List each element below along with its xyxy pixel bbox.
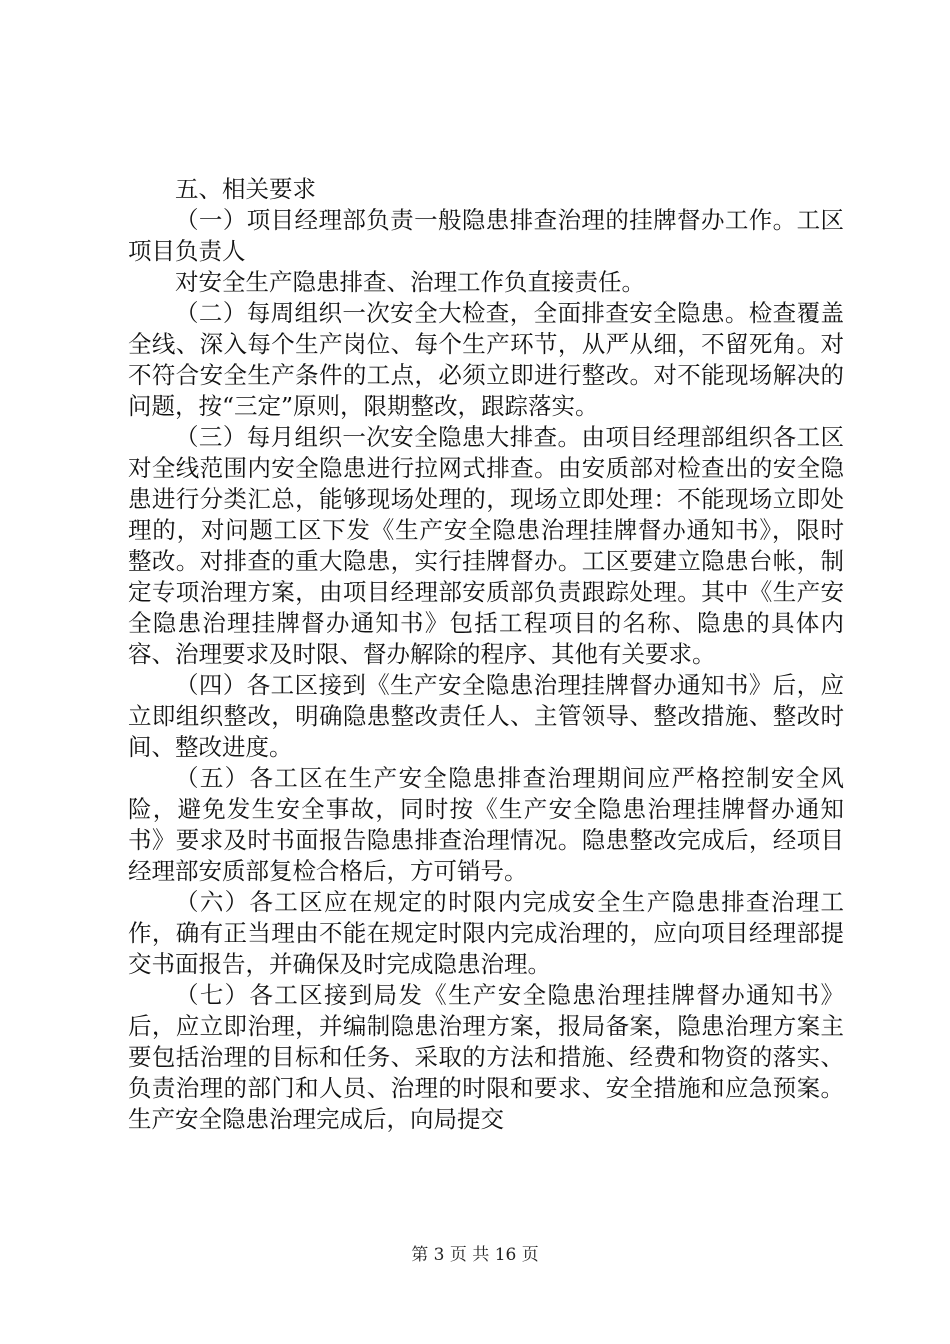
page-footer [0, 1245, 950, 1265]
paragraph-1: （一）项目经理部负责一般隐患排查治理的挂牌督办工作。工区项目负责人 [128, 206, 844, 265]
paragraph-6: （六）各工区应在规定的时限内完成安全生产隐患排查治理工作，确有正当理由不能在规定时限内完成治理的，应向项目经理部提交书面报告，并确保及时完成隐患治理。 [128, 888, 844, 978]
page-number-label: 第 3 页 共 16 页 [411, 1245, 539, 1265]
paragraph-3: （三）每月组织一次安全隐患大排查。由项目经理部组织各工区对全线范围内安全隐患进行拉网式排查。由安质部对检查出的安全隐患进行分类汇总，能够现场处理的，现场立即处理：不能现场立即处理的，对问题工区下发《生产安全隐患治理挂牌督办通知书》，限时整改。对排查的重大隐患，实行挂牌督办。工区要建立隐患台帐，制定专项治理方案，由项目经理部安质部负责跟踪处理。其中《生产安全隐患治理挂牌督办通知书》包括工程项目的名称、隐患的具体内容、治理要求及时限、督办解除的程序、其他有关要求。 [128, 423, 844, 668]
section-heading: 五、相关要求 [175, 175, 316, 203]
paragraph-4: （四）各工区接到《生产安全隐患治理挂牌督办通知书》后，应立即组织整改，明确隐患整改责任人、主管领导、整改措施、整改时间、整改进度。 [128, 671, 844, 761]
paragraph-2: （二）每周组织一次安全大检查，全面排查安全隐患。检查覆盖全线、深入每个生产岗位、每个生产环节，从严从细，不留死角。对不符合安全生产条件的工点，必须立即进行整改。对不能现场解决的问题，按“三定”原则，限期整改，跟踪落实。 [128, 299, 844, 420]
paragraph-7: （七）各工区接到局发《生产安全隐患治理挂牌督办通知书》后，应立即治理，并编制隐患治理方案，报局备案，隐患治理方案主要包括治理的目标和任务、采取的方法和措施、经费和物资的落实、负责治理的部门和人员、治理的时限和要求、安全措施和应急预案。生产安全隐患治理完成后，向局提交 [128, 981, 844, 1133]
paragraph-5: （五）各工区在生产安全隐患排查治理期间应严格控制安全风险，避免发生安全事故，同时按《生产安全隐患治理挂牌督办通知书》要求及时书面报告隐患排查治理情况。隐患整改完成后，经项目经理部安质部复检合格后，方可销号。 [128, 764, 844, 885]
document-body [128, 174, 844, 1135]
paragraph-1-continuation: 对安全生产隐患排查、治理工作负直接责任。 [175, 268, 645, 296]
